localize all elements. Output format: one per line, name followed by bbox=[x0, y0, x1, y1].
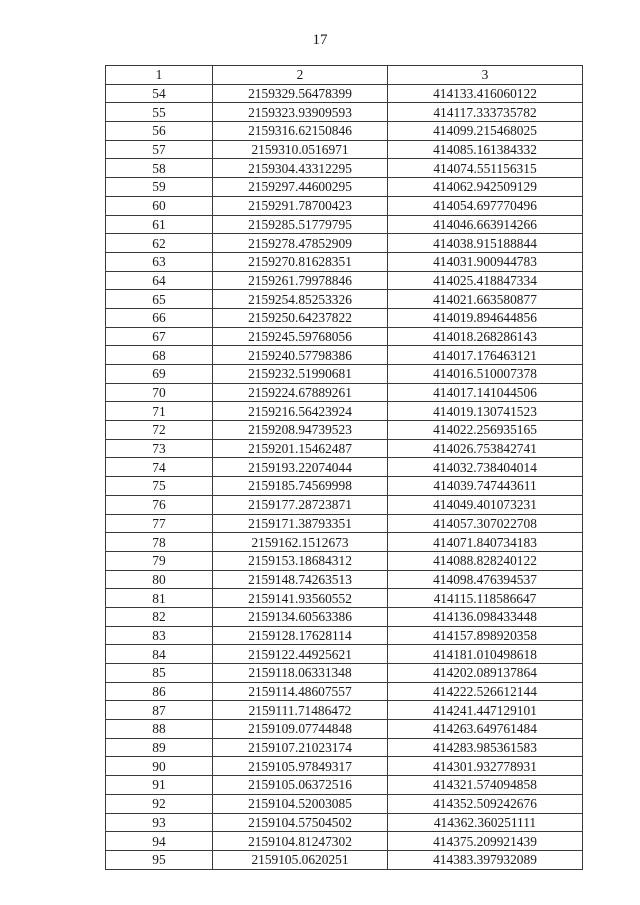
y-coordinate-cell: 414026.753842741 bbox=[388, 439, 583, 458]
table-row bbox=[106, 794, 583, 813]
table-row bbox=[106, 458, 583, 477]
table-row bbox=[106, 365, 583, 384]
x-coordinate-cell: 2159141.93560552 bbox=[213, 589, 388, 608]
x-coordinate-cell: 2159162.1512673 bbox=[213, 533, 388, 552]
point-number-cell: 76 bbox=[106, 495, 213, 514]
y-coordinate-cell: 414021.663580877 bbox=[388, 290, 583, 309]
table-row bbox=[106, 813, 583, 832]
point-number-cell: 66 bbox=[106, 308, 213, 327]
y-coordinate-cell: 414181.010498618 bbox=[388, 645, 583, 664]
table-row bbox=[106, 346, 583, 365]
x-coordinate-cell: 2159329.56478399 bbox=[213, 84, 388, 103]
x-coordinate-cell: 2159250.64237822 bbox=[213, 308, 388, 327]
y-coordinate-cell: 414301.932778931 bbox=[388, 757, 583, 776]
x-coordinate-cell: 2159232.51990681 bbox=[213, 365, 388, 384]
x-coordinate-cell: 2159105.97849317 bbox=[213, 757, 388, 776]
x-coordinate-cell: 2159224.67889261 bbox=[213, 383, 388, 402]
table-row bbox=[106, 383, 583, 402]
point-number-cell: 56 bbox=[106, 122, 213, 141]
y-coordinate-cell: 414025.418847334 bbox=[388, 271, 583, 290]
table-row bbox=[106, 850, 583, 869]
x-coordinate-cell: 2159201.15462487 bbox=[213, 439, 388, 458]
y-coordinate-cell: 414375.209921439 bbox=[388, 832, 583, 851]
y-coordinate-cell: 414117.333735782 bbox=[388, 103, 583, 122]
point-number-cell: 92 bbox=[106, 794, 213, 813]
point-number-cell: 89 bbox=[106, 738, 213, 757]
y-coordinate-cell: 414049.401073231 bbox=[388, 495, 583, 514]
y-coordinate-cell: 414263.649761484 bbox=[388, 720, 583, 739]
point-number-cell: 59 bbox=[106, 178, 213, 197]
x-coordinate-cell: 2159118.06331348 bbox=[213, 664, 388, 683]
x-coordinate-cell: 2159185.74569998 bbox=[213, 477, 388, 496]
x-coordinate-cell: 2159171.38793351 bbox=[213, 514, 388, 533]
x-coordinate-cell: 2159278.47852909 bbox=[213, 234, 388, 253]
table-row bbox=[106, 84, 583, 103]
x-coordinate-cell: 2159114.48607557 bbox=[213, 682, 388, 701]
x-coordinate-cell: 2159134.60563386 bbox=[213, 607, 388, 626]
y-coordinate-cell: 414017.141044506 bbox=[388, 383, 583, 402]
point-number-cell: 78 bbox=[106, 533, 213, 552]
table-row bbox=[106, 477, 583, 496]
point-number-cell: 63 bbox=[106, 252, 213, 271]
table-row bbox=[106, 215, 583, 234]
point-number-cell: 74 bbox=[106, 458, 213, 477]
x-coordinate-cell: 2159310.0516971 bbox=[213, 140, 388, 159]
table-row bbox=[106, 533, 583, 552]
point-number-cell: 85 bbox=[106, 664, 213, 683]
point-number-cell: 93 bbox=[106, 813, 213, 832]
point-number-cell: 83 bbox=[106, 626, 213, 645]
table-row bbox=[106, 570, 583, 589]
point-number-cell: 81 bbox=[106, 589, 213, 608]
table-row bbox=[106, 607, 583, 626]
x-coordinate-cell: 2159270.81628351 bbox=[213, 252, 388, 271]
y-coordinate-cell: 414019.130741523 bbox=[388, 402, 583, 421]
x-coordinate-cell: 2159245.59768056 bbox=[213, 327, 388, 346]
point-number-cell: 95 bbox=[106, 850, 213, 869]
x-coordinate-cell: 2159254.85253326 bbox=[213, 290, 388, 309]
table-row bbox=[106, 122, 583, 141]
y-coordinate-cell: 414046.663914266 bbox=[388, 215, 583, 234]
x-coordinate-cell: 2159104.52003085 bbox=[213, 794, 388, 813]
point-number-cell: 88 bbox=[106, 720, 213, 739]
point-number-cell: 68 bbox=[106, 346, 213, 365]
page-number: 17 bbox=[312, 32, 328, 48]
table-row bbox=[106, 196, 583, 215]
table-row bbox=[106, 402, 583, 421]
point-number-cell: 72 bbox=[106, 421, 213, 440]
table-row bbox=[106, 495, 583, 514]
y-coordinate-cell: 414016.510007378 bbox=[388, 365, 583, 384]
x-coordinate-cell: 2159109.07744848 bbox=[213, 720, 388, 739]
x-coordinate-cell: 2159216.56423924 bbox=[213, 402, 388, 421]
y-coordinate-cell: 414222.526612144 bbox=[388, 682, 583, 701]
y-coordinate-cell: 414133.416060122 bbox=[388, 84, 583, 103]
point-number-cell: 54 bbox=[106, 84, 213, 103]
y-coordinate-cell: 414241.447129101 bbox=[388, 701, 583, 720]
y-coordinate-cell: 414098.476394537 bbox=[388, 570, 583, 589]
y-coordinate-cell: 414321.574094858 bbox=[388, 776, 583, 795]
table-row bbox=[106, 682, 583, 701]
x-coordinate-cell: 2159261.79978846 bbox=[213, 271, 388, 290]
x-coordinate-cell: 2159111.71486472 bbox=[213, 701, 388, 720]
x-coordinate-cell: 2159291.78700423 bbox=[213, 196, 388, 215]
table-row bbox=[106, 551, 583, 570]
point-number-cell: 94 bbox=[106, 832, 213, 851]
y-coordinate-cell: 414057.307022708 bbox=[388, 514, 583, 533]
table-row bbox=[106, 140, 583, 159]
x-coordinate-cell: 2159128.17628114 bbox=[213, 626, 388, 645]
point-number-cell: 75 bbox=[106, 477, 213, 496]
y-coordinate-cell: 414062.942509129 bbox=[388, 178, 583, 197]
point-number-cell: 71 bbox=[106, 402, 213, 421]
table-row bbox=[106, 757, 583, 776]
point-number-cell: 58 bbox=[106, 159, 213, 178]
table-row bbox=[106, 701, 583, 720]
table-row bbox=[106, 738, 583, 757]
y-coordinate-cell: 414039.747443611 bbox=[388, 477, 583, 496]
y-coordinate-cell: 414115.118586647 bbox=[388, 589, 583, 608]
point-number-cell: 67 bbox=[106, 327, 213, 346]
table-row bbox=[106, 645, 583, 664]
table-row bbox=[106, 664, 583, 683]
table-row bbox=[106, 626, 583, 645]
table-row bbox=[106, 327, 583, 346]
y-coordinate-cell: 414088.828240122 bbox=[388, 551, 583, 570]
table-row bbox=[106, 234, 583, 253]
point-number-cell: 69 bbox=[106, 365, 213, 384]
point-number-cell: 62 bbox=[106, 234, 213, 253]
point-number-cell: 80 bbox=[106, 570, 213, 589]
x-coordinate-cell: 2159104.57504502 bbox=[213, 813, 388, 832]
y-coordinate-cell: 414074.551156315 bbox=[388, 159, 583, 178]
x-coordinate-cell: 2159208.94739523 bbox=[213, 421, 388, 440]
column-header: 2 bbox=[213, 66, 388, 85]
y-coordinate-cell: 414071.840734183 bbox=[388, 533, 583, 552]
point-number-cell: 77 bbox=[106, 514, 213, 533]
x-coordinate-cell: 2159105.06372516 bbox=[213, 776, 388, 795]
point-number-cell: 73 bbox=[106, 439, 213, 458]
column-header: 3 bbox=[388, 66, 583, 85]
table-row bbox=[106, 103, 583, 122]
x-coordinate-cell: 2159304.43312295 bbox=[213, 159, 388, 178]
y-coordinate-cell: 414085.161384332 bbox=[388, 140, 583, 159]
x-coordinate-cell: 2159285.51779795 bbox=[213, 215, 388, 234]
table-row bbox=[106, 290, 583, 309]
table-row bbox=[106, 421, 583, 440]
point-number-cell: 84 bbox=[106, 645, 213, 664]
table-row bbox=[106, 514, 583, 533]
table-row bbox=[106, 439, 583, 458]
x-coordinate-cell: 2159316.62150846 bbox=[213, 122, 388, 141]
point-number-cell: 60 bbox=[106, 196, 213, 215]
y-coordinate-cell: 414202.089137864 bbox=[388, 664, 583, 683]
y-coordinate-cell: 414038.915188844 bbox=[388, 234, 583, 253]
coordinates-table bbox=[105, 65, 583, 870]
y-coordinate-cell: 414022.256935165 bbox=[388, 421, 583, 440]
table-header-row bbox=[106, 66, 583, 85]
y-coordinate-cell: 414017.176463121 bbox=[388, 346, 583, 365]
y-coordinate-cell: 414031.900944783 bbox=[388, 252, 583, 271]
table-row bbox=[106, 159, 583, 178]
table-body bbox=[106, 84, 583, 869]
x-coordinate-cell: 2159107.21023174 bbox=[213, 738, 388, 757]
table-row bbox=[106, 271, 583, 290]
x-coordinate-cell: 2159148.74263513 bbox=[213, 570, 388, 589]
table-row bbox=[106, 832, 583, 851]
x-coordinate-cell: 2159122.44925621 bbox=[213, 645, 388, 664]
x-coordinate-cell: 2159153.18684312 bbox=[213, 551, 388, 570]
x-coordinate-cell: 2159297.44600295 bbox=[213, 178, 388, 197]
point-number-cell: 64 bbox=[106, 271, 213, 290]
x-coordinate-cell: 2159240.57798386 bbox=[213, 346, 388, 365]
y-coordinate-cell: 414383.397932089 bbox=[388, 850, 583, 869]
y-coordinate-cell: 414157.898920358 bbox=[388, 626, 583, 645]
y-coordinate-cell: 414362.360251111 bbox=[388, 813, 583, 832]
x-coordinate-cell: 2159177.28723871 bbox=[213, 495, 388, 514]
x-coordinate-cell: 2159105.0620251 bbox=[213, 850, 388, 869]
y-coordinate-cell: 414352.509242676 bbox=[388, 794, 583, 813]
x-coordinate-cell: 2159323.93909593 bbox=[213, 103, 388, 122]
point-number-cell: 55 bbox=[106, 103, 213, 122]
point-number-cell: 70 bbox=[106, 383, 213, 402]
point-number-cell: 65 bbox=[106, 290, 213, 309]
y-coordinate-cell: 414019.894644856 bbox=[388, 308, 583, 327]
table-row bbox=[106, 252, 583, 271]
point-number-cell: 86 bbox=[106, 682, 213, 701]
y-coordinate-cell: 414054.697770496 bbox=[388, 196, 583, 215]
table-row bbox=[106, 589, 583, 608]
point-number-cell: 82 bbox=[106, 607, 213, 626]
table-row bbox=[106, 308, 583, 327]
y-coordinate-cell: 414018.268286143 bbox=[388, 327, 583, 346]
table-row bbox=[106, 178, 583, 197]
point-number-cell: 61 bbox=[106, 215, 213, 234]
y-coordinate-cell: 414136.098433448 bbox=[388, 607, 583, 626]
x-coordinate-cell: 2159193.22074044 bbox=[213, 458, 388, 477]
point-number-cell: 91 bbox=[106, 776, 213, 795]
column-header: 1 bbox=[106, 66, 213, 85]
x-coordinate-cell: 2159104.81247302 bbox=[213, 832, 388, 851]
point-number-cell: 90 bbox=[106, 757, 213, 776]
table-row bbox=[106, 776, 583, 795]
point-number-cell: 79 bbox=[106, 551, 213, 570]
table-row bbox=[106, 720, 583, 739]
point-number-cell: 87 bbox=[106, 701, 213, 720]
y-coordinate-cell: 414032.738404014 bbox=[388, 458, 583, 477]
y-coordinate-cell: 414283.985361583 bbox=[388, 738, 583, 757]
point-number-cell: 57 bbox=[106, 140, 213, 159]
y-coordinate-cell: 414099.215468025 bbox=[388, 122, 583, 141]
